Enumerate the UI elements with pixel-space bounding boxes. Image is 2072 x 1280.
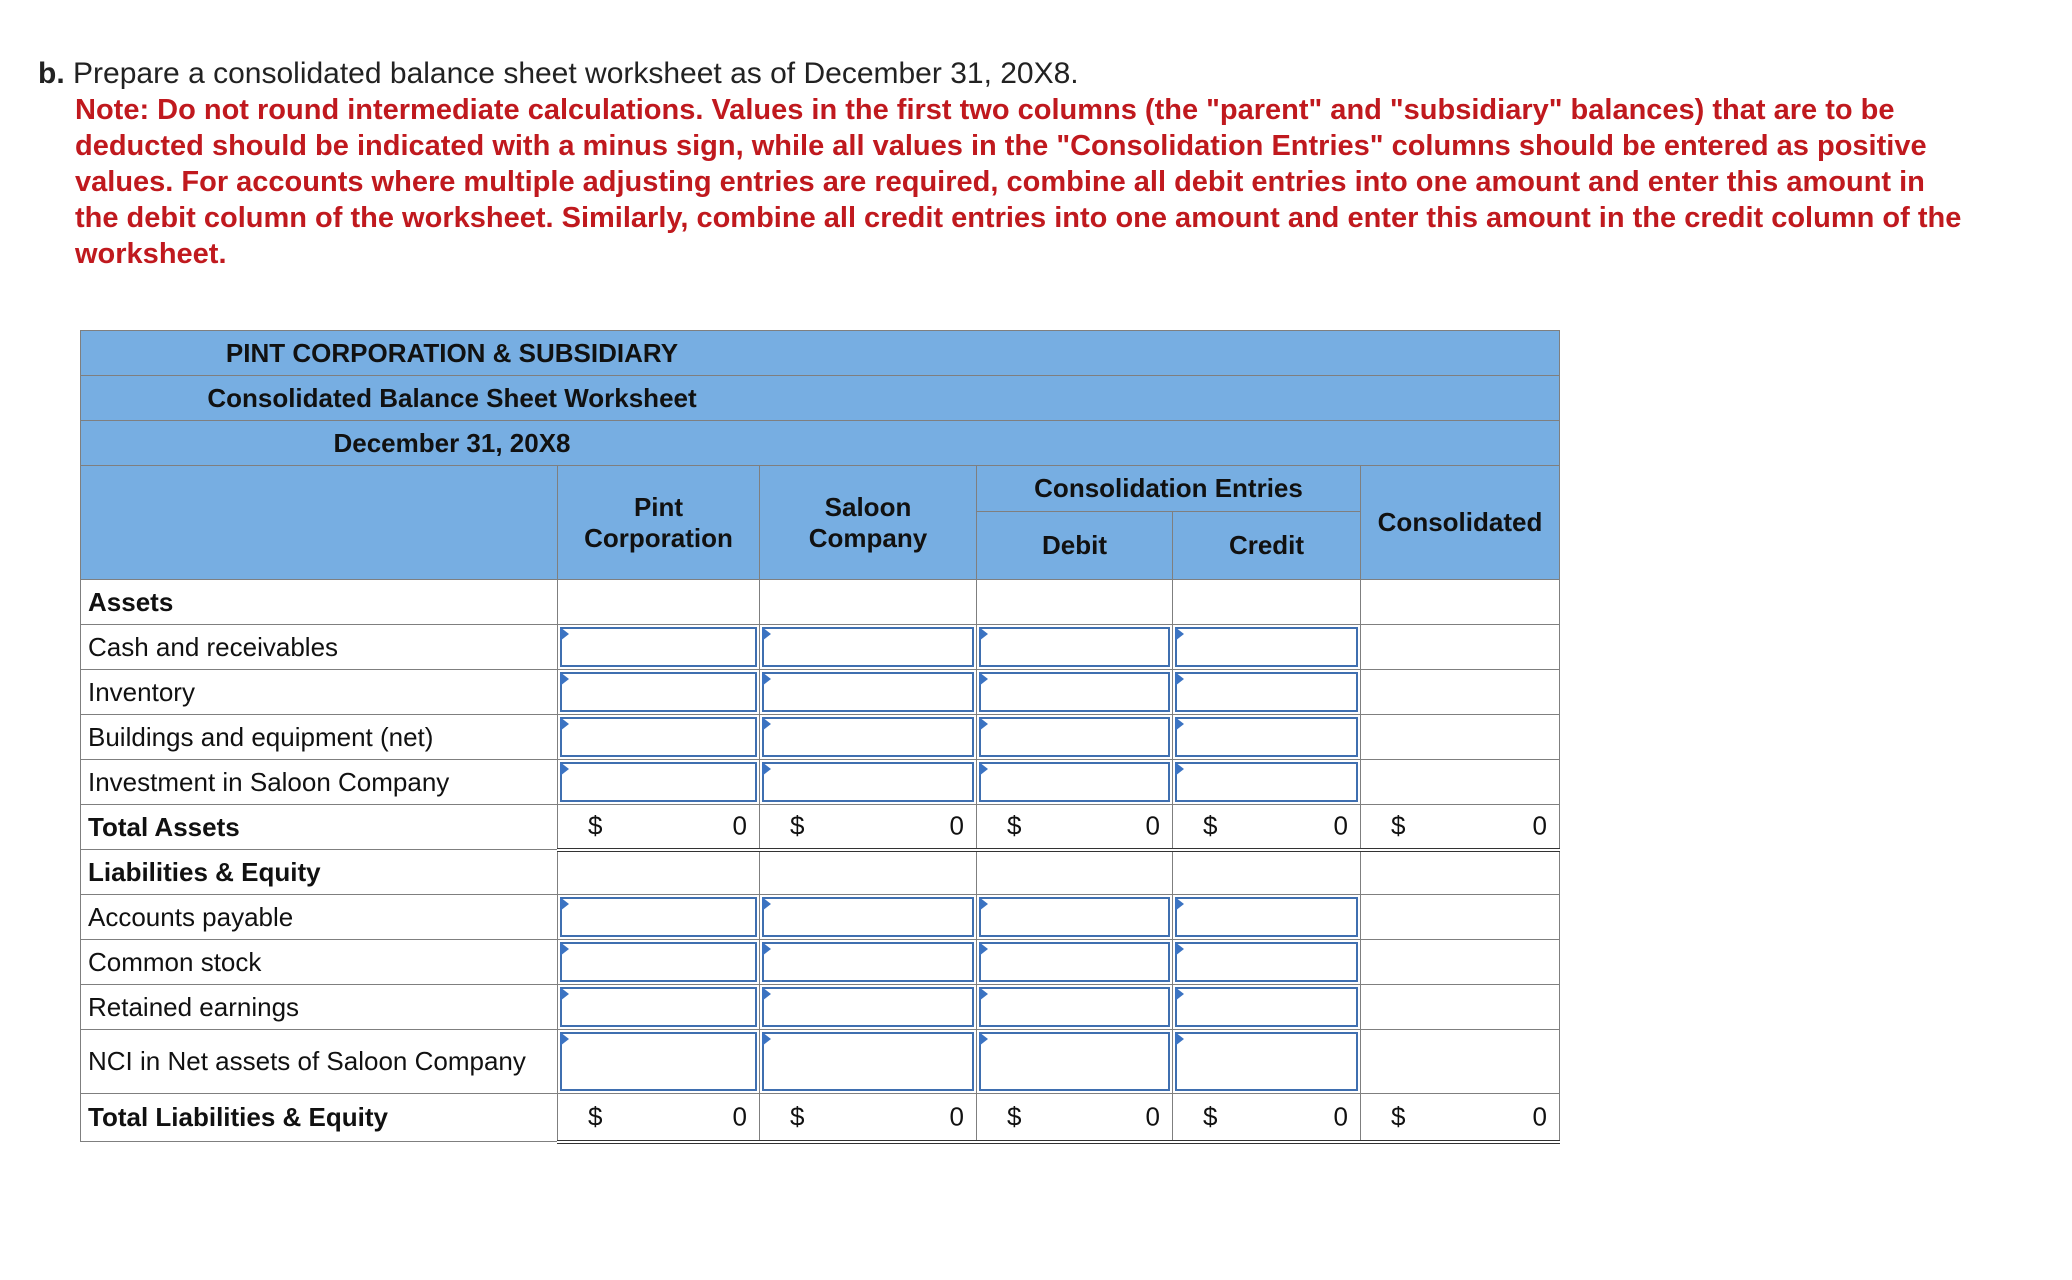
debit-cell: [977, 1030, 1173, 1094]
total-assets-consolidated: [1361, 805, 1560, 850]
liabilities-section-label: Liabilities & Equity: [81, 850, 558, 895]
currency-symbol: $: [588, 1101, 603, 1132]
saloon-cell: [760, 760, 977, 805]
input-marker-icon: [762, 717, 771, 731]
pint-cell: [558, 715, 760, 760]
question-instructions: [38, 56, 1998, 272]
currency-symbol: $: [1203, 810, 1218, 841]
saloon-header-line2: Company: [808, 522, 928, 553]
total-value: 0: [949, 1101, 964, 1132]
credit-cell: [1173, 715, 1361, 760]
assets-section-label: Assets: [81, 580, 558, 625]
saloon-cell: [760, 940, 977, 985]
credit-input[interactable]: [1175, 942, 1358, 982]
total-liabilities-pint: [558, 1094, 760, 1142]
input-marker-icon: [1175, 672, 1184, 686]
credit-input[interactable]: [1175, 897, 1358, 937]
input-marker-icon: [979, 627, 988, 641]
debit-cell: [977, 625, 1173, 670]
credit-cell: [1173, 670, 1361, 715]
consolidated-cell: [1361, 940, 1560, 985]
consolidation-entries-header: Consolidation Entries: [977, 466, 1361, 512]
credit-input[interactable]: [1175, 987, 1358, 1027]
table-row-investment-in-saloon: [81, 760, 1560, 805]
currency-symbol: $: [790, 810, 805, 841]
total-liabilities-consolidated: [1361, 1094, 1560, 1142]
empty-cell: [1361, 850, 1560, 895]
debit-column-header: Debit: [977, 512, 1173, 580]
credit-input[interactable]: [1175, 627, 1358, 667]
input-marker-icon: [560, 627, 569, 641]
input-marker-icon: [979, 672, 988, 686]
company-name: PINT CORPORATION & SUBSIDIARY: [225, 337, 679, 368]
table-row-accounts-payable: [81, 895, 1560, 940]
pint-cell: [558, 1030, 760, 1094]
table-row-total-liabilities-equity: [81, 1094, 1560, 1142]
table-row-total-assets: [81, 805, 1560, 850]
input-marker-icon: [762, 897, 771, 911]
consolidated-cell: [1361, 1030, 1560, 1094]
currency-symbol: $: [1391, 1101, 1406, 1132]
debit-cell: [977, 985, 1173, 1030]
empty-cell: [977, 850, 1173, 895]
pint-header-line2: Corporation: [584, 522, 733, 553]
input-marker-icon: [1175, 1032, 1184, 1046]
pint-input[interactable]: [560, 987, 757, 1027]
worksheet-date-text: December 31, 20X8: [333, 427, 571, 458]
currency-symbol: $: [1203, 1101, 1218, 1132]
input-marker-icon: [560, 897, 569, 911]
row-label: Common stock: [81, 940, 558, 985]
empty-cell: [558, 850, 760, 895]
input-marker-icon: [762, 1032, 771, 1046]
total-value: 0: [1145, 810, 1160, 841]
total-assets-credit: [1173, 805, 1361, 850]
row-label: Investment in Saloon Company: [81, 760, 558, 805]
total-assets-saloon: [760, 805, 977, 850]
consolidated-cell: [1361, 715, 1560, 760]
debit-input[interactable]: [979, 672, 1170, 712]
credit-input[interactable]: [1175, 762, 1358, 802]
worksheet-title: [81, 376, 1560, 421]
pint-header-line1: Pint: [633, 491, 684, 522]
input-marker-icon: [762, 672, 771, 686]
currency-symbol: $: [588, 810, 603, 841]
total-value: 0: [732, 810, 747, 841]
empty-cell: [1173, 580, 1361, 625]
question-text: Prepare a consolidated balance sheet worksheet as of December 31, 20X8.: [73, 57, 1079, 90]
saloon-header-line1: Saloon: [824, 491, 912, 522]
pint-input[interactable]: [560, 672, 757, 712]
table-row-retained-earnings: [81, 985, 1560, 1030]
total-liabilities-saloon: [760, 1094, 977, 1142]
pint-input[interactable]: [560, 1032, 757, 1091]
pint-input[interactable]: [560, 942, 757, 982]
input-marker-icon: [979, 987, 988, 1001]
label-column-header: [81, 466, 558, 580]
input-marker-icon: [762, 987, 771, 1001]
debit-cell: [977, 895, 1173, 940]
input-marker-icon: [979, 1032, 988, 1046]
pint-cell: [558, 670, 760, 715]
row-label: Retained earnings: [81, 985, 558, 1030]
input-marker-icon: [1175, 942, 1184, 956]
assets-section-row: [81, 580, 1560, 625]
empty-cell: [760, 580, 977, 625]
total-value: 0: [1145, 1101, 1160, 1132]
saloon-cell: [760, 985, 977, 1030]
pint-input[interactable]: [560, 627, 757, 667]
row-label: Accounts payable: [81, 895, 558, 940]
input-marker-icon: [1175, 897, 1184, 911]
debit-cell: [977, 715, 1173, 760]
worksheet-title-text: Consolidated Balance Sheet Worksheet: [207, 382, 697, 413]
saloon-cell: [760, 715, 977, 760]
input-marker-icon: [560, 717, 569, 731]
debit-input[interactable]: [979, 987, 1170, 1027]
liabilities-section-row: [81, 850, 1560, 895]
credit-input[interactable]: [1175, 672, 1358, 712]
credit-cell: [1173, 1030, 1361, 1094]
total-assets-label: Total Assets: [81, 805, 558, 850]
total-value: 0: [1532, 1101, 1547, 1132]
row-label: Buildings and equipment (net): [81, 715, 558, 760]
saloon-input[interactable]: [762, 987, 974, 1027]
total-liabilities-label: Total Liabilities & Equity: [81, 1094, 558, 1142]
total-liabilities-debit: [977, 1094, 1173, 1142]
total-value: 0: [1333, 810, 1348, 841]
table-row-inventory: [81, 670, 1560, 715]
saloon-input[interactable]: [762, 1032, 974, 1091]
worksheet-company: [81, 331, 1560, 376]
saloon-input[interactable]: [762, 717, 974, 757]
saloon-cell: [760, 895, 977, 940]
input-marker-icon: [762, 627, 771, 641]
credit-column-header: Credit: [1173, 512, 1361, 580]
question-letter: b.: [38, 57, 65, 90]
input-marker-icon: [979, 762, 988, 776]
currency-symbol: $: [1391, 810, 1406, 841]
pint-cell: [558, 760, 760, 805]
saloon-cell: [760, 625, 977, 670]
currency-symbol: $: [1007, 810, 1022, 841]
saloon-column-header: [760, 466, 977, 580]
input-marker-icon: [979, 717, 988, 731]
consolidated-cell: [1361, 895, 1560, 940]
input-marker-icon: [762, 762, 771, 776]
debit-cell: [977, 760, 1173, 805]
saloon-input[interactable]: [762, 672, 974, 712]
consolidated-cell: [1361, 985, 1560, 1030]
credit-cell: [1173, 760, 1361, 805]
saloon-cell: [760, 1030, 977, 1094]
input-marker-icon: [560, 987, 569, 1001]
input-marker-icon: [560, 762, 569, 776]
input-marker-icon: [560, 1032, 569, 1046]
pint-input[interactable]: [560, 762, 757, 802]
pint-cell: [558, 895, 760, 940]
empty-cell: [1173, 850, 1361, 895]
table-row-common-stock: [81, 940, 1560, 985]
total-value: 0: [1532, 810, 1547, 841]
consolidated-cell: [1361, 670, 1560, 715]
pint-cell: [558, 940, 760, 985]
currency-symbol: $: [1007, 1101, 1022, 1132]
input-marker-icon: [979, 897, 988, 911]
saloon-input[interactable]: [762, 627, 974, 667]
credit-cell: [1173, 895, 1361, 940]
debit-input[interactable]: [979, 942, 1170, 982]
row-label: Inventory: [81, 670, 558, 715]
credit-cell: [1173, 985, 1361, 1030]
input-marker-icon: [1175, 627, 1184, 641]
pint-cell: [558, 625, 760, 670]
question-note: Note: Do not round intermediate calculations. Values in the first two columns (the "parent" and "subsidiary" balances) that are to be deducted should be indicated with a minus sign, while all values in the "Consolidation Entries" columns should be entered as positive values. For accounts where multiple adjusting entries are required, combine all debit entries into one amount and enter this amount in the debit column of the worksheet. Similarly, combine all credit entries into one amount and enter this amount in the credit column of the worksheet.: [75, 94, 1962, 270]
table-row-nci-net-assets: [81, 1030, 1560, 1094]
debit-input[interactable]: [979, 717, 1170, 757]
input-marker-icon: [979, 942, 988, 956]
debit-input[interactable]: [979, 1032, 1170, 1091]
total-value: 0: [949, 810, 964, 841]
debit-input[interactable]: [979, 897, 1170, 937]
empty-cell: [558, 580, 760, 625]
empty-cell: [977, 580, 1173, 625]
pint-column-header: [558, 466, 760, 580]
question-prompt: [38, 56, 1998, 92]
saloon-cell: [760, 670, 977, 715]
pint-cell: [558, 985, 760, 1030]
consolidated-cell: [1361, 760, 1560, 805]
debit-cell: [977, 940, 1173, 985]
row-label: Cash and receivables: [81, 625, 558, 670]
total-value: 0: [1333, 1101, 1348, 1132]
saloon-input[interactable]: [762, 942, 974, 982]
total-assets-pint: [558, 805, 760, 850]
empty-cell: [1361, 580, 1560, 625]
pint-input[interactable]: [560, 897, 757, 937]
input-marker-icon: [560, 942, 569, 956]
input-marker-icon: [1175, 717, 1184, 731]
consolidation-worksheet: [80, 330, 1560, 1144]
credit-input[interactable]: [1175, 717, 1358, 757]
credit-cell: [1173, 940, 1361, 985]
saloon-input[interactable]: [762, 762, 974, 802]
input-marker-icon: [762, 942, 771, 956]
table-row-cash-and-receivables: [81, 625, 1560, 670]
debit-input[interactable]: [979, 762, 1170, 802]
empty-cell: [760, 850, 977, 895]
saloon-input[interactable]: [762, 897, 974, 937]
currency-symbol: $: [790, 1101, 805, 1132]
table-row-buildings-and-equipment: [81, 715, 1560, 760]
credit-cell: [1173, 625, 1361, 670]
debit-input[interactable]: [979, 627, 1170, 667]
total-assets-debit: [977, 805, 1173, 850]
total-liabilities-credit: [1173, 1094, 1361, 1142]
total-value: 0: [732, 1101, 747, 1132]
credit-input[interactable]: [1175, 1032, 1358, 1091]
consolidated-column-header: Consolidated: [1361, 466, 1560, 580]
worksheet-date: [81, 421, 1560, 466]
input-marker-icon: [1175, 762, 1184, 776]
input-marker-icon: [1175, 987, 1184, 1001]
consolidated-cell: [1361, 625, 1560, 670]
pint-input[interactable]: [560, 717, 757, 757]
input-marker-icon: [560, 672, 569, 686]
debit-cell: [977, 670, 1173, 715]
row-label: NCI in Net assets of Saloon Company: [81, 1030, 558, 1094]
